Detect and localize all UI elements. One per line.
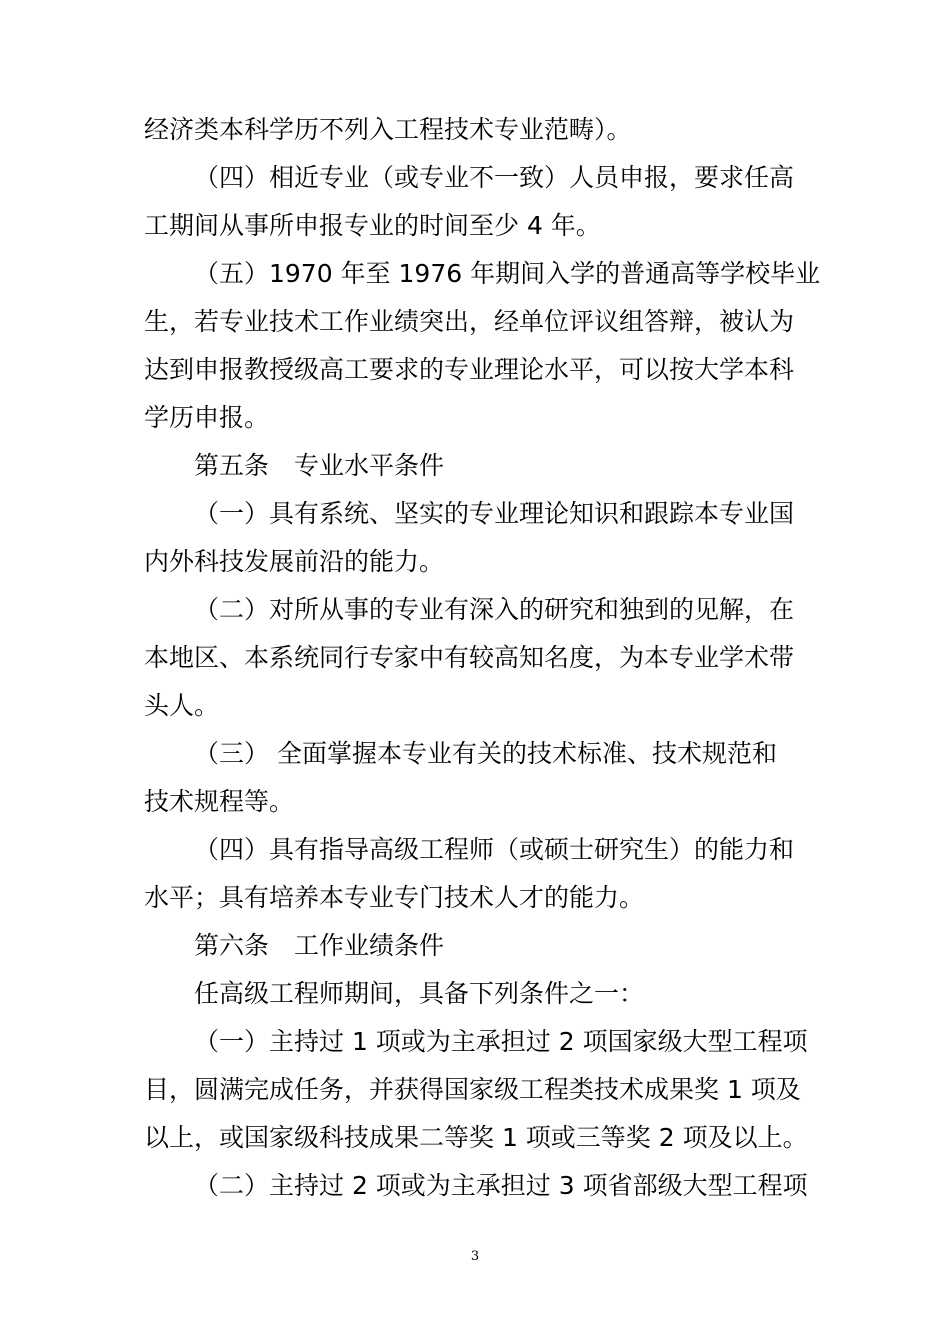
text-line: （四）具有指导高级工程师（或硕士研究生）的能力和 (194, 835, 795, 864)
text-line: （五）1970 年至 1976 年期间入学的普通高等学校毕业 (194, 259, 821, 288)
text-line: （一）具有系统、坚实的专业理论知识和跟踪本专业国 (194, 499, 795, 528)
text-line: 达到申报教授级高工要求的专业理论水平，可以按大学本科 (144, 355, 795, 384)
text-line: 经济类本科学历不列入工程技术专业范畴）。 (144, 115, 632, 144)
text-line: 技术规程等。 (144, 787, 295, 816)
text-line: 目，圆满完成任务，并获得国家级工程类技术成果奖 1 项及 (144, 1075, 801, 1104)
text-line: （二）对所从事的专业有深入的研究和独到的见解，在 (194, 595, 795, 624)
text-line: 本地区、本系统同行专家中有较高知名度，为本专业学术带 (144, 643, 795, 672)
text-line: （二）主持过 2 项或为主承担过 3 项省部级大型工程项 (194, 1171, 808, 1200)
text-line: 水平；具有培养本专业专门技术人才的能力。 (144, 883, 645, 912)
page-number: 3 (470, 1249, 480, 1264)
text-line: 学历申报。 (144, 403, 270, 432)
text-line: 头人。 (144, 691, 220, 720)
text-line: 内外科技发展前沿的能力。 (144, 547, 445, 576)
text-line: （一）主持过 1 项或为主承担过 2 项国家级大型工程项 (194, 1027, 808, 1056)
section-heading-article-6: 第六条 工作业绩条件 (194, 931, 445, 960)
text-line: 以上，或国家级科技成果二等奖 1 项或三等奖 2 项及以上。 (144, 1123, 808, 1152)
text-line: （四）相近专业（或专业不一致）人员申报，要求任高 (194, 163, 795, 192)
section-heading-article-5: 第五条 专业水平条件 (194, 451, 445, 480)
text-line: 任高级工程师期间，具备下列条件之一： (194, 979, 645, 1008)
body-text (144, 106, 821, 1210)
text-line: 工期间从事所申报专业的时间至少 4 年。 (144, 211, 601, 240)
text-line: 生，若专业技术工作业绩突出，经单位评议组答辩，被认为 (144, 307, 795, 336)
text-line: （三） 全面掌握本专业有关的技术标准、技术规范和 (194, 739, 777, 768)
